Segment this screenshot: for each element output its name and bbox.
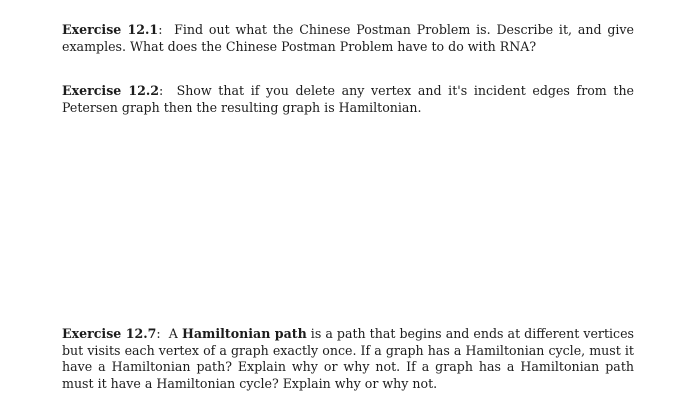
exercise-text-pre: A — [168, 326, 178, 341]
exercise-label: Exercise 12.2 — [62, 83, 160, 98]
exercise-text-post: is a path that begins and ends at different vertices but visits each vertex of a graph exactly once. If a graph has a Hamiltonian cycle, must it have a Hamiltonian path? Explain why or why not. If a graph has a Hamiltonian path must it have a Hamiltonian cycle? Explain why or why not. — [62, 326, 634, 391]
defined-term: Hamiltonian path — [181, 326, 307, 341]
exercise-12-1: Exercise 12.1: Find out what the Chinese Postman Problem is. Describe it, and give examples. What does the Chinese Postman Problem have to do with RNA? — [62, 22, 635, 54]
exercise-12-7: Exercise 12.7: A Hamiltonian path is a path that begins and ends at different vertices but visits each vertex of a graph exactly once. If a graph has a Hamiltonian cycle, must it have a Hamiltonian path? Explain why or why not. If a graph has a Hamiltonian path must it have a Hamiltonian cycle? Explain why or why not. — [62, 326, 634, 391]
exercise-label: Exercise 12.1 — [62, 22, 159, 37]
exercise-12-2: Exercise 12.2: Show that if you delete any vertex and it's incident edges from the Petersen graph then the resulting graph is Hamiltonian. — [62, 83, 635, 115]
exercise-text: Show that if you delete any vertex and it's incident edges from the Petersen graph then the resulting graph is Hamiltonian. — [62, 83, 635, 115]
exercise-text: Find out what the Chinese Postman Problem is. Describe it, and give examples. What does the Chinese Postman Problem have to do with RNA? — [62, 22, 635, 54]
exercise-label: Exercise 12.7 — [62, 326, 157, 341]
